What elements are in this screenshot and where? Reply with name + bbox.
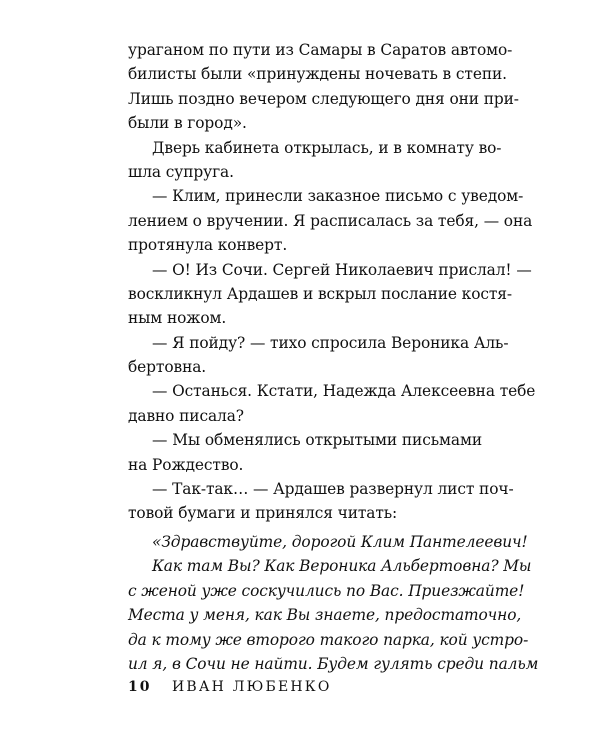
prose-line: — Клим, принесли заказное письмо с уведом-	[152, 187, 524, 206]
prose-line: бертовна.	[128, 358, 207, 377]
prose-line: давно писала?	[128, 406, 244, 425]
prose-text	[128, 38, 536, 526]
letter-line: с женой уже соскучились по Вас. Приезжайте!	[128, 581, 525, 600]
letter-line: да к тому же второго такого парка, кой устро-	[128, 630, 529, 649]
running-header-author: ИВАН ЛЮБЕНКО	[171, 679, 332, 695]
page-footer	[128, 677, 332, 697]
prose-line: — Мы обменялись открытыми письмами	[152, 431, 482, 450]
prose-line: протянула конверт.	[128, 236, 288, 255]
letter-line: Как там Вы? Как Вероника Альбертовна? Мы	[152, 557, 532, 576]
prose-line: Дверь кабинета открылась, и в комнату во-	[152, 138, 502, 157]
prose-line: товой бумаги и принялся читать:	[128, 504, 398, 523]
letter-line: Места у меня, как Вы знаете, предостаточно,	[128, 606, 522, 625]
page-number: 10	[128, 679, 152, 695]
prose-line: на Рождество.	[128, 455, 244, 474]
letter-quote	[128, 530, 539, 676]
prose-line: воскликнул Ардашев и вскрыл послание костя-	[128, 284, 513, 303]
letter-line: ил я, в Сочи не найти. Будем гулять среди пальм	[128, 654, 539, 673]
prose-line: ным ножом.	[128, 309, 227, 328]
prose-line: — Так-так… — Ардашев развернул лист поч-	[152, 480, 514, 499]
prose-line: шла супруга.	[128, 162, 234, 181]
prose-line: — Я пойду? — тихо спросила Вероника Аль-	[152, 333, 509, 352]
prose-line: ураганом по пути из Самары в Саратов автомо-	[128, 41, 513, 59]
prose-line: — Останься. Кстати, Надежда Алексеевна тебе	[152, 382, 536, 401]
prose-line: лением о вручении. Я расписалась за тебя, — она	[128, 211, 533, 230]
prose-line: билисты были «принуждены ночевать в степи.	[128, 65, 507, 84]
prose-line: — О! Из Сочи. Сергей Николаевич прислал! —	[152, 260, 532, 279]
prose-line: были в город».	[128, 114, 247, 133]
letter-line: «Здравствуйте, дорогой Клим Пантелеевич!	[152, 533, 528, 551]
prose-line: Лишь поздно вечером следующего дня они при-	[128, 89, 519, 108]
